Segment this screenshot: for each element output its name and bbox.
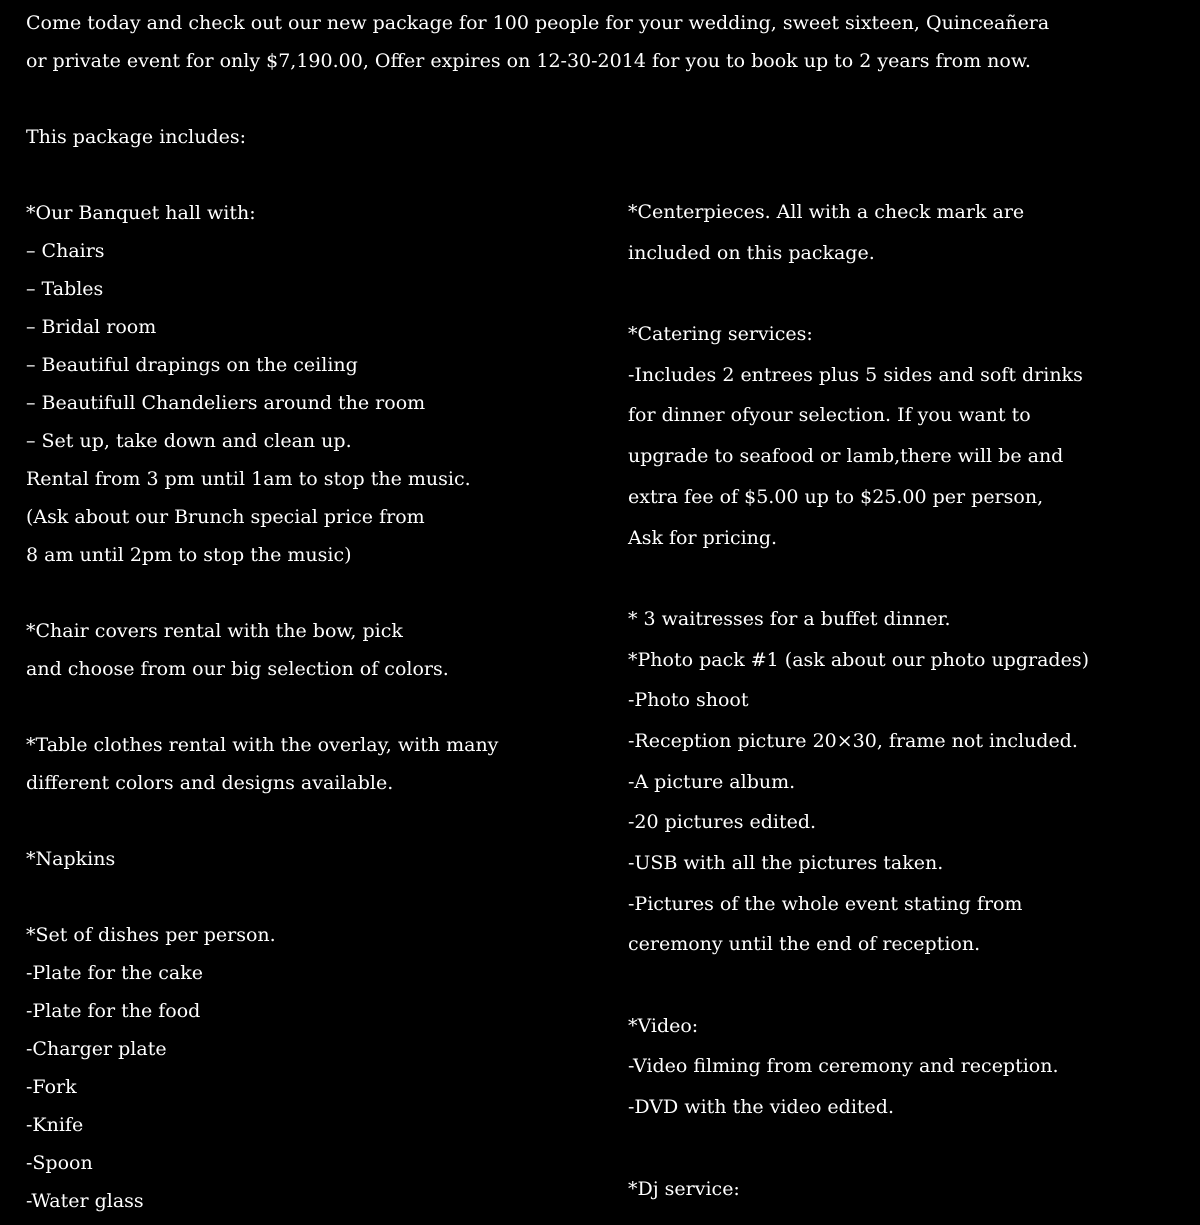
text-line: -Water glass bbox=[26, 1190, 144, 1212]
text-line: Ask for pricing. bbox=[628, 526, 778, 549]
text-line: -Charger plate bbox=[26, 1038, 167, 1060]
text-line: -Reception picture 20×30, frame not included. bbox=[628, 729, 1078, 752]
paragraph-gap bbox=[628, 1134, 1188, 1175]
right-column bbox=[628, 198, 1188, 1215]
text-line: -Knife bbox=[26, 1114, 84, 1136]
text-line: extra fee of $5.00 up to $25.00 per person, bbox=[628, 485, 1044, 508]
text-line: – Bridal room bbox=[26, 316, 157, 338]
intro-line-1: Come today and check out our new package for 100 people for your wedding, sweet sixteen, Quinceañera bbox=[26, 12, 1050, 34]
text-line: -20 pictures edited. bbox=[628, 811, 817, 834]
text-line: * 3 waitresses for a buffet dinner. bbox=[628, 607, 951, 630]
text-line: (Ask about our Brunch special price from bbox=[26, 506, 425, 528]
text-line: – Tables bbox=[26, 278, 104, 300]
text-line: – Beautiful drapings on the ceiling bbox=[26, 354, 358, 376]
text-line: upgrade to seafood or lamb,there will be and bbox=[628, 445, 1064, 468]
text-line: -Plate for the food bbox=[26, 1000, 201, 1022]
text-line: -Video filming from ceremony and reception. bbox=[628, 1055, 1059, 1078]
text-line: – Set up, take down and clean up. bbox=[26, 430, 352, 452]
text-line: -Plate for the cake bbox=[26, 962, 204, 984]
paragraph-gap bbox=[26, 693, 596, 731]
text-line: *Centerpieces. All with a check mark are bbox=[628, 201, 1025, 223]
text-line: -Spoon bbox=[26, 1152, 93, 1174]
text-line: – Beautifull Chandeliers around the room bbox=[26, 392, 426, 414]
paragraph-gap bbox=[26, 883, 596, 921]
text-line: *Table clothes rental with the overlay, with many bbox=[26, 734, 499, 756]
text-line: – Chairs bbox=[26, 240, 105, 262]
paragraph-gap bbox=[26, 579, 596, 617]
text-line: -Pictures of the whole event stating from bbox=[628, 892, 1023, 915]
text-line: *Catering services: bbox=[628, 323, 813, 346]
text-line: *Our Banquet hall with: bbox=[26, 202, 256, 224]
text-line: *Set of dishes per person. bbox=[26, 924, 276, 946]
paragraph-gap bbox=[26, 807, 596, 845]
paragraph-gap bbox=[628, 279, 1188, 320]
text-line: -DVD with the video edited. bbox=[628, 1096, 894, 1119]
text-line: *Chair covers rental with the bow, pick bbox=[26, 620, 403, 642]
text-line: -USB with all the pictures taken. bbox=[628, 852, 944, 874]
text-line: -A picture album. bbox=[628, 770, 796, 793]
text-line: -Fork bbox=[26, 1076, 77, 1098]
text-line: *Video: bbox=[628, 1014, 699, 1037]
intro-line-2: or private event for only $7,190.00, Offer expires on 12-30-2014 for you to book up to 2 years from now. bbox=[26, 50, 1031, 72]
paragraph-gap bbox=[628, 971, 1188, 1012]
text-line: *Photo pack #1 (ask about our photo upgrades) bbox=[628, 648, 1089, 671]
text-line: ceremony until the end of reception. bbox=[628, 933, 981, 956]
text-line: and choose from our big selection of colors. bbox=[26, 658, 449, 680]
text-line: *Napkins bbox=[26, 848, 116, 870]
text-line: included on this package. bbox=[628, 241, 875, 264]
text-line: -Photo shoot bbox=[628, 689, 749, 712]
text-line: different colors and designs available. bbox=[26, 772, 394, 794]
intro-section bbox=[26, 9, 1176, 161]
left-column bbox=[26, 199, 596, 1225]
text-line: Rental from 3 pm until 1am to stop the music. bbox=[26, 468, 471, 490]
text-line: -Includes 2 entrees plus 5 sides and soft drinks bbox=[628, 363, 1083, 386]
paragraph-gap bbox=[628, 564, 1188, 605]
text-line: for dinner ofyour selection. If you want to bbox=[628, 404, 1031, 427]
text-line: *Dj service: bbox=[628, 1177, 740, 1200]
text-line: 8 am until 2pm to stop the music) bbox=[26, 544, 352, 566]
intro-spacer bbox=[26, 85, 1176, 123]
package-includes-heading: This package includes: bbox=[26, 126, 247, 148]
